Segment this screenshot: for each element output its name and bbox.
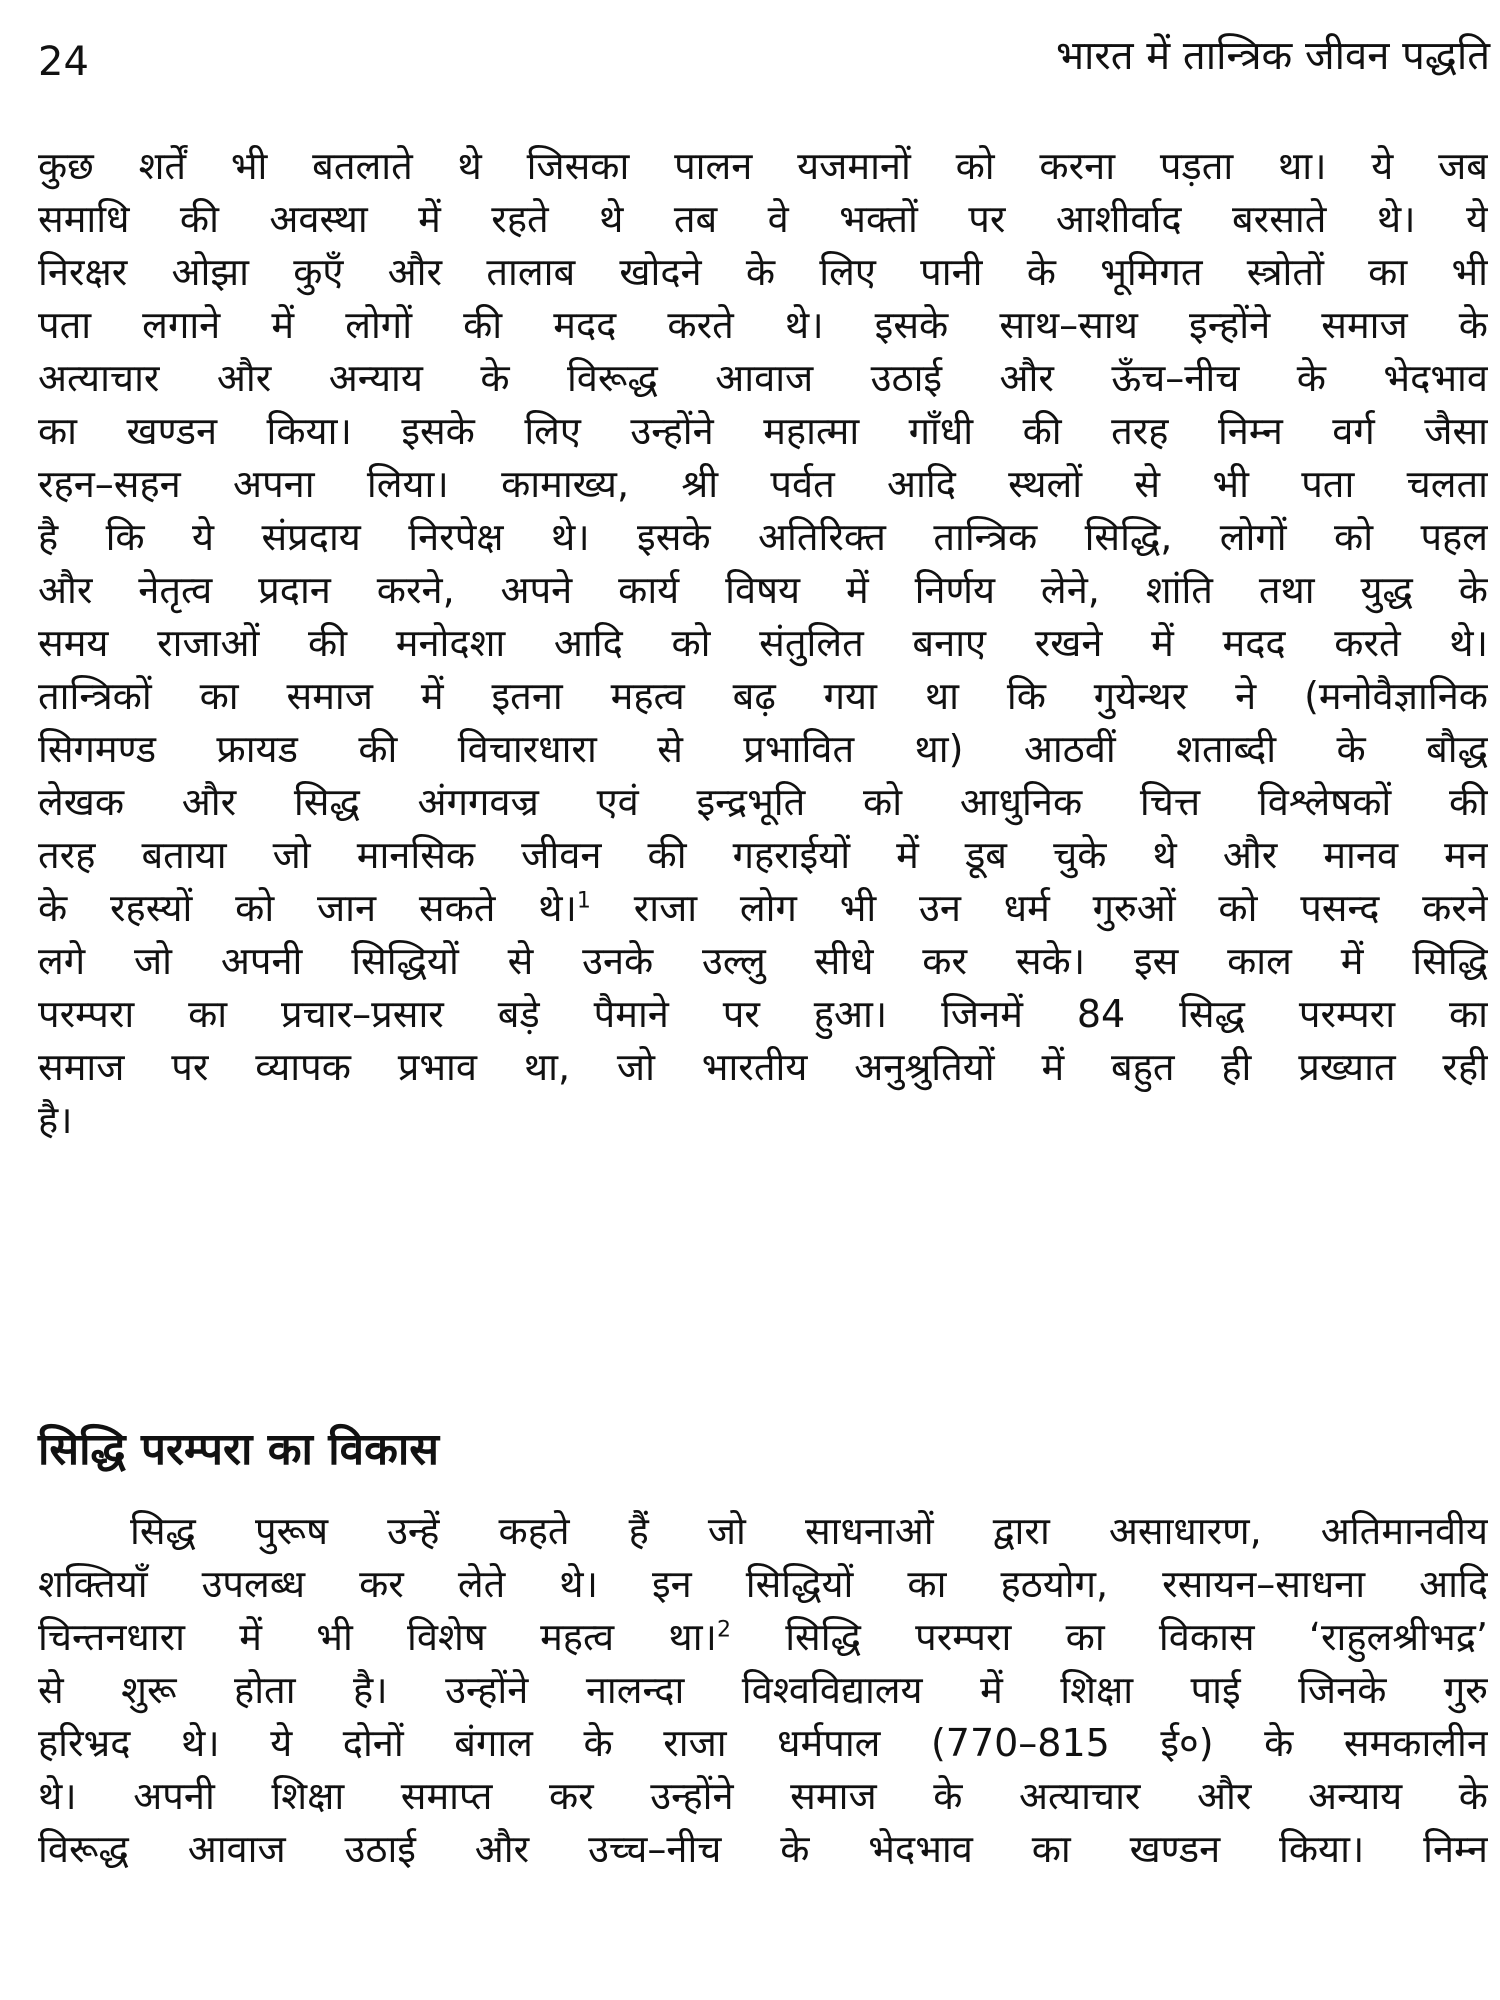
text-line: रहन–सहन अपना लिया। कामाख्य, श्री पर्वत आदि स्थलों से भी पता चलता	[38, 462, 1488, 506]
text-line: शक्तियाँ उपलब्ध कर लेते थे। इन सिद्धियों का हठयोग, रसायन–साधना आदि	[38, 1562, 1488, 1606]
text-line: है कि ये संप्रदाय निरपेक्ष थे। इसके अतिरिक्त तान्त्रिक सिद्धि, लोगों को पहल	[38, 515, 1488, 559]
text-line: हरिभ्रद थे। ये दोनों बंगाल के राजा धर्मपाल (770–815 ई०) के समकालीन	[38, 1721, 1488, 1765]
text-line: अत्याचार और अन्याय के विरूद्ध आवाज उठाई और ऊँच–नीच के भेदभाव	[38, 356, 1488, 400]
text-line-with-footnote	[38, 882, 1488, 935]
text-line: तरह बताया जो मानसिक जीवन की गहराईयों में डूब चुके थे और मानव मन	[38, 833, 1488, 877]
text-line: लगे जो अपनी सिद्धियों से उनके उल्लु सीधे कर सके। इस काल में सिद्धि	[38, 939, 1488, 983]
text-line: लेखक और सिद्ध अंगगवज्र एवं इन्द्रभूति को आधुनिक चित्त विश्लेषकों की	[38, 780, 1488, 824]
text-segment: सिद्धि परम्परा का विकास ‘राहुलश्रीभद्र’	[730, 1615, 1488, 1659]
footnote-marker: 2	[716, 1617, 731, 1643]
text-line: सिद्ध पुरूष उन्हें कहते हैं जो साधनाओं द्वारा असाधारण, अतिमानवीय	[130, 1509, 1488, 1553]
text-segment: चिन्तनधारा में भी विशेष महत्व था।	[38, 1615, 717, 1659]
paragraph-2	[38, 1505, 1488, 1876]
text-line: से शुरू होता है। उन्होंने नालन्दा विश्वविद्यालय में शिक्षा पाई जिनके गुरु	[38, 1668, 1488, 1712]
paragraph-1	[38, 140, 1488, 1147]
text-line: सिगमण्ड फ्रायड की विचारधारा से प्रभावित था) आठवीं शताब्दी के बौद्ध	[38, 727, 1488, 771]
text-line-with-footnote	[38, 1611, 1488, 1664]
section-heading: सिद्धि परम्परा का विकास	[38, 1424, 440, 1475]
text-line: निरक्षर ओझा कुएँ और तालाब खोदने के लिए पानी के भूमिगत स्त्रोतों का भी	[38, 250, 1488, 294]
text-line: समय राजाओं की मनोदशा आदि को संतुलित बनाए रखने में मदद करते थे।	[38, 621, 1488, 665]
footnote-marker: 1	[576, 888, 591, 914]
page-number: 24	[38, 39, 89, 85]
text-line: है।	[38, 1098, 73, 1142]
text-line: समाज पर व्यापक प्रभाव था, जो भारतीय अनुश्रुतियों में बहुत ही प्रख्यात रही	[38, 1045, 1488, 1089]
text-line: थे। अपनी शिक्षा समाप्त कर उन्होंने समाज के अत्याचार और अन्याय के	[38, 1774, 1488, 1818]
text-segment: के रहस्यों को जान सकते थे।	[38, 886, 577, 930]
running-title: भारत में तान्त्रिक जीवन पद्धति	[1055, 33, 1490, 79]
text-segment: राजा लोग भी उन धर्म गुरुओं को पसन्द करने	[590, 886, 1488, 930]
text-line: परम्परा का प्रचार–प्रसार बड़े पैमाने पर हुआ। जिनमें 84 सिद्ध परम्परा का	[38, 992, 1488, 1036]
text-line: पता लगाने में लोगों की मदद करते थे। इसके साथ–साथ इन्होंने समाज के	[38, 303, 1488, 347]
text-line: कुछ शर्तें भी बतलाते थे जिसका पालन यजमानों को करना पड़ता था। ये जब	[38, 144, 1488, 188]
text-line: समाधि की अवस्था में रहते थे तब वे भक्तों पर आशीर्वाद बरसाते थे। ये	[38, 197, 1488, 241]
text-line: और नेतृत्व प्रदान करने, अपने कार्य विषय में निर्णय लेने, शांति तथा युद्ध के	[38, 568, 1488, 612]
text-line: का खण्डन किया। इसके लिए उन्होंने महात्मा गाँधी की तरह निम्न वर्ग जैसा	[38, 409, 1488, 453]
text-line: विरूद्ध आवाज उठाई और उच्च–नीच के भेदभाव का खण्डन किया। निम्न	[38, 1827, 1488, 1871]
text-line: तान्त्रिकों का समाज में इतना महत्व बढ़ गया था कि गुयेन्थर ने (मनोवैज्ञानिक	[38, 674, 1488, 718]
